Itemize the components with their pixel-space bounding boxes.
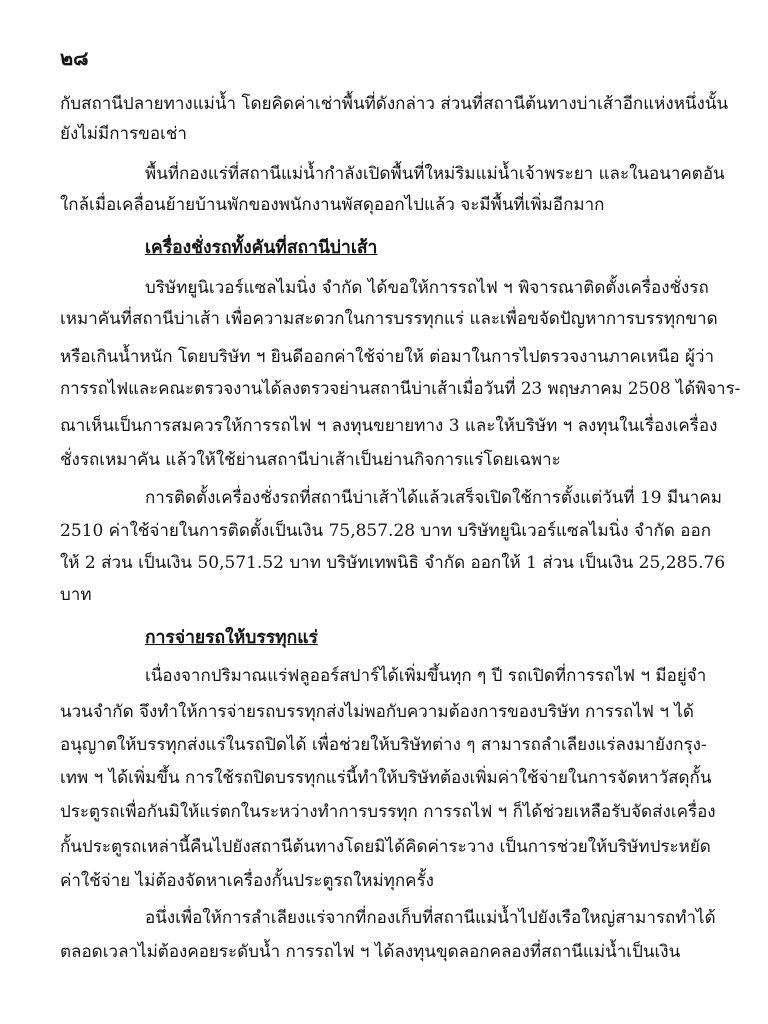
paragraph-6-line-2: ตลอดเวลาไม่ต้องคอยระดับน้ำ การรถไฟ ฯ ได้ลงทุนขุดลอกคลองที่สถานีแม่น้ำเป็นเงิน [60, 942, 681, 962]
paragraph-3-line-6: ชั่งรถเหมาคัน แล้วให้ใช้ย่านสถานีบ่าเส้าเป็นย่านกิจการแร่โดยเฉพาะ [60, 450, 561, 470]
paragraph-4-line-1: การติดตั้งเครื่องชั่งรถที่สถานีบ่าเส้าได้แล้วเสร็จเปิดใช้การตั้งแต่วันที่ 19 มีนาคม [145, 488, 722, 508]
paragraph-3-line-4: การรถไฟและคณะตรวจงานได้ลงตรวจย่านสถานีบ่าเส้าเมื่อวันที่ 23 พฤษภาคม 2508 ได้พิจาร- [60, 379, 741, 399]
paragraph-5-line-4: เทพ ฯ ได้เพิ่มขึ้น การใช้รถปิดบรรทุกแร่นี้ทำให้บริษัทต้องเพิ่มค่าใช้จ่ายในการจัดหาวัสดุกั้น [60, 768, 712, 788]
paragraph-5-line-6: กั้นประตูรถเหล่านี้คืนไปยังสถานีต้นทางโดยมิได้คิดค่าระวาง เป็นการช่วยให้บริษัทประหยัด [60, 837, 711, 857]
section-heading-scale: เครื่องชั่งรถทั้งคันที่สถานีบ่าเส้า [145, 238, 378, 258]
paragraph-4-line-2: 2510 ค่าใช้จ่ายในการติดตั้งเป็นเงิน 75,857.28 บาท บริษัทยูนิเวอร์แซลไมนิ่ง จำกัด ออก [60, 521, 711, 541]
paragraph-5-line-1: เนื่องจากปริมาณแร่ฟลูออร์สปาร์ได้เพิ่มขึ้นทุก ๆ ปี รถเปิดที่การรถไฟ ฯ มีอยู่จำ [145, 666, 707, 686]
page-number: ๒๘ [60, 46, 89, 70]
paragraph-5-line-3: อนุญาตให้บรรทุกส่งแร่ในรถปิดได้ เพื่อช่วยให้บริษัทต่าง ๆ สามารถลำเลียงแร่ลงมายังกรุง- [60, 735, 707, 755]
paragraph-1-line-1: กับสถานีปลายทางแม่น้ำ โดยคิดค่าเช่าพื้นที่ดังกล่าว ส่วนที่สถานีต้นทางบ่าเส้าอีกแห่งหนึ่งนั้น [60, 94, 729, 114]
paragraph-3-line-2: เหมาคันที่สถานีบ่าเส้า เพื่อความสะดวกในการบรรทุกแร่ และเพื่อขจัดปัญหาการบรรทุกขาด [60, 309, 718, 329]
section-heading-wagon-allocation: การจ่ายรถให้บรรทุกแร่ [145, 628, 318, 648]
paragraph-5-line-7: ค่าใช้จ่าย ไม่ต้องจัดหาเครื่องกั้นประตูรถใหม่ทุกครั้ง [60, 871, 434, 891]
paragraph-4-line-4: บาท [60, 585, 92, 605]
paragraph-3-line-5: ณาเห็นเป็นการสมควรให้การรถไฟ ฯ ลงทุนขยายทาง 3 และให้บริษัท ฯ ลงทุนในเรื่องเครื่อง [60, 416, 718, 436]
paragraph-5-line-2: นวนจำกัด จึงทำให้การจ่ายรถบรรทุกส่งไม่พอกับความต้องการของบริษัท การรถไฟ ฯ ได้ [60, 702, 694, 722]
paragraph-3-line-3: หรือเกินน้ำหนัก โดยบริษัท ฯ ยินดีออกค่าใช้จ่ายให้ ต่อมาในการไปตรวจงานภาคเหนือ ผู้ว่า [60, 347, 715, 367]
paragraph-2-line-1: พื้นที่กองแร่ที่สถานีแม่น้ำกำลังเปิดพื้นที่ใหม่ริมแม่น้ำเจ้าพระยา และในอนาคตอัน [145, 164, 725, 184]
paragraph-4-line-3: ให้ 2 ส่วน เป็นเงิน 50,571.52 บาท บริษัทเทพนิธิ จำกัด ออกให้ 1 ส่วน เป็นเงิน 25,285.76 [60, 553, 726, 573]
paragraph-5-line-5: ประตูรถเพื่อกันมิให้แร่ตกในระหว่างทำการบรรทุก การรถไฟ ฯ ก็ได้ช่วยเหลือรับจัดส่งเครื่อง [60, 802, 716, 822]
paragraph-2-line-2: ใกล้เมื่อเคลื่อนย้ายบ้านพักของพนักงานพัสดุออกไปแล้ว จะมีพื้นที่เพิ่มอีกมาก [60, 195, 605, 215]
paragraph-6-line-1: อนึ่งเพื่อให้การลำเลียงแร่จากที่กองเก็บที่สถานีแม่น้ำไปยังเรือใหญ่สามารถทำได้ [145, 908, 716, 928]
paragraph-3-line-1: บริษัทยูนิเวอร์แซลไมนิ่ง จำกัด ได้ขอให้การรถไฟ ฯ พิจารณาติดตั้งเครื่องชั่งรถ [145, 278, 709, 298]
paragraph-1-line-2: ยังไม่มีการขอเช่า [60, 124, 187, 144]
